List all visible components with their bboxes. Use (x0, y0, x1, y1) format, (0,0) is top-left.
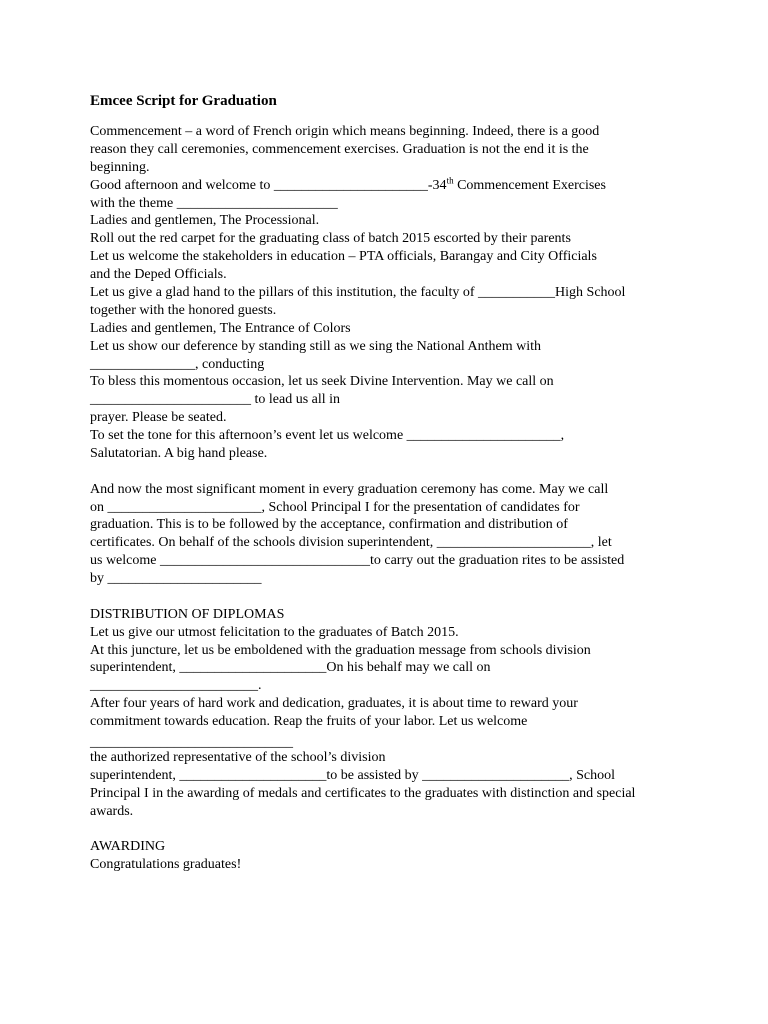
bless-line-1: To bless this momentous occasion, let us seek Divine Intervention. May we call on (90, 374, 554, 389)
ordinal-suffix: th (446, 175, 454, 186)
moment-line-1: And now the most significant moment in every graduation ceremony has come. May we call (90, 482, 609, 497)
moment-line-4: certificates. On behalf of the schools division superintendent, ______________________, let (90, 535, 612, 550)
distribution-heading: DISTRIBUTION OF DIPLOMAS (90, 607, 285, 622)
juncture-line-3: ________________________. (90, 678, 262, 693)
processional-line: Ladies and gentlemen, The Processional. (90, 213, 320, 228)
tone-line-1: To set the tone for this afternoon’s event let us welcome ______________________, (90, 428, 565, 443)
hardwork-line-3: _____________________________ (90, 735, 293, 750)
anthem-line-2: _______________, conducting (90, 357, 265, 372)
bless-line-3: prayer. Please be seated. (90, 410, 227, 425)
faculty-line-2: together with the honored guests. (90, 303, 277, 318)
intro-line-2: reason they call ceremonies, commencement exercises. Graduation is not the end it is the (90, 142, 589, 157)
juncture-line-1: At this juncture, let us be emboldened with the graduation message from schools division (90, 643, 591, 658)
welcome-line (90, 177, 606, 195)
awarding-heading: AWARDING (90, 839, 166, 854)
intro-line-1: Commencement – a word of French origin which means beginning. Indeed, there is a good (90, 124, 600, 139)
authorized-line-4: awards. (90, 804, 134, 819)
congratulations-line: Congratulations graduates! (90, 857, 242, 872)
moment-line-3: graduation. This is to be followed by the acceptance, confirmation and distribution of (90, 517, 568, 532)
moment-line-6: by ______________________ (90, 571, 262, 586)
welcome-text-end: Commencement Exercises (453, 178, 606, 193)
red-carpet-line: Roll out the red carpet for the graduating class of batch 2015 escorted by their parents (90, 231, 571, 246)
colors-line: Ladies and gentlemen, The Entrance of Colors (90, 321, 351, 336)
moment-line-2: on ______________________, School Principal I for the presentation of candidates for (90, 500, 580, 515)
felicitation-line: Let us give our utmost felicitation to the graduates of Batch 2015. (90, 625, 459, 640)
welcome-text: Good afternoon and welcome to ______________________-34 (90, 178, 447, 193)
authorized-line-3: Principal I in the awarding of medals and certificates to the graduates with distinction and special (90, 786, 636, 801)
authorized-line-1: the authorized representative of the school’s division (90, 750, 386, 765)
bless-line-2: _______________________ to lead us all in (90, 392, 341, 407)
intro-line-3: beginning. (90, 160, 150, 175)
stakeholders-line-1: Let us welcome the stakeholders in education – PTA officials, Barangay and City Officials (90, 249, 597, 264)
stakeholders-line-2: and the Deped Officials. (90, 267, 227, 282)
anthem-line-1: Let us show our deference by standing still as we sing the National Anthem with (90, 339, 542, 354)
moment-line-5: us welcome ______________________________to carry out the graduation rites to be assisted (90, 553, 625, 568)
hardwork-line-1: After four years of hard work and dedication, graduates, it is about time to reward your (90, 696, 578, 711)
hardwork-line-2: commitment towards education. Reap the fruits of your labor. Let us welcome (90, 714, 528, 729)
document-title: Emcee Script for Graduation (90, 93, 277, 109)
theme-line: with the theme _______________________ (90, 196, 338, 211)
juncture-line-2: superintendent, _____________________On his behalf may we call on (90, 660, 491, 675)
tone-line-2: Salutatorian. A big hand please. (90, 446, 268, 461)
faculty-line-1: Let us give a glad hand to the pillars of this institution, the faculty of ___________High School (90, 285, 626, 300)
authorized-line-2: superintendent, _____________________to be assisted by _____________________, School (90, 768, 615, 783)
